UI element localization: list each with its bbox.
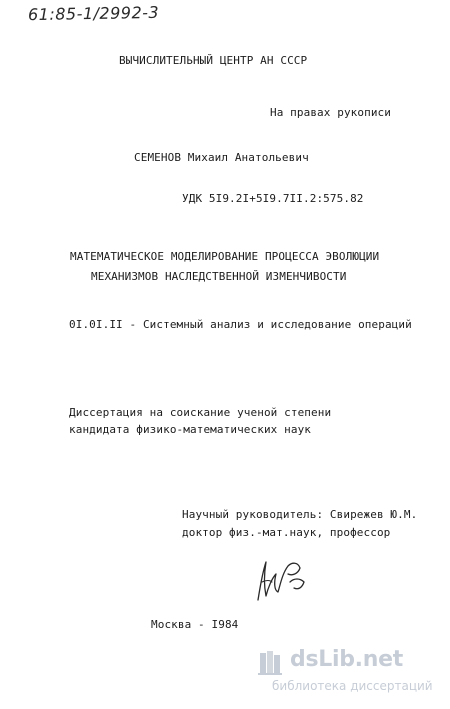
book-stack-icon [256,649,284,677]
dissertation-title-line-1: МАТЕМАТИЧЕСКОЕ МОДЕЛИРОВАНИЕ ПРОЦЕССА ЭВОЛЮЦИИ [70,250,380,263]
dissertation-title-line-2: МЕХАНИЗМОВ НАСЛЕДСТВЕННОЙ ИЗМЕНЧИВОСТИ [91,270,347,283]
watermark-subtitle: библиотека диссертаций [272,679,433,693]
degree-line-2: кандидата физико-математических наук [69,423,312,436]
author-name: СЕМЕНОВ Михаил Анатольевич [134,151,309,164]
supervisor-line-1: Научный руководитель: Свирежев Ю.М. [182,508,418,521]
organization-name: ВЫЧИСЛИТЕЛЬНЫЙ ЦЕНТР АН СССР [119,54,308,67]
handwritten-catalog-number: 61:85-1/2992-3 [27,2,160,25]
manuscript-rights-note: На правах рукописи [270,106,392,119]
signature-icon [242,552,312,604]
udk-code: УДК 5I9.2I+5I9.7II.2:575.82 [182,192,364,205]
watermark-title: dsLib.net [290,647,403,672]
degree-line-1: Диссертация на соискание ученой степени [69,406,332,419]
supervisor-line-2: доктор физ.-мат.наук, профессор [182,526,391,539]
watermark [256,647,436,699]
specialty-code: 0I.0I.II - Системный анализ и исследование операций [69,318,412,331]
city-and-year: Москва - I984 [151,618,239,631]
